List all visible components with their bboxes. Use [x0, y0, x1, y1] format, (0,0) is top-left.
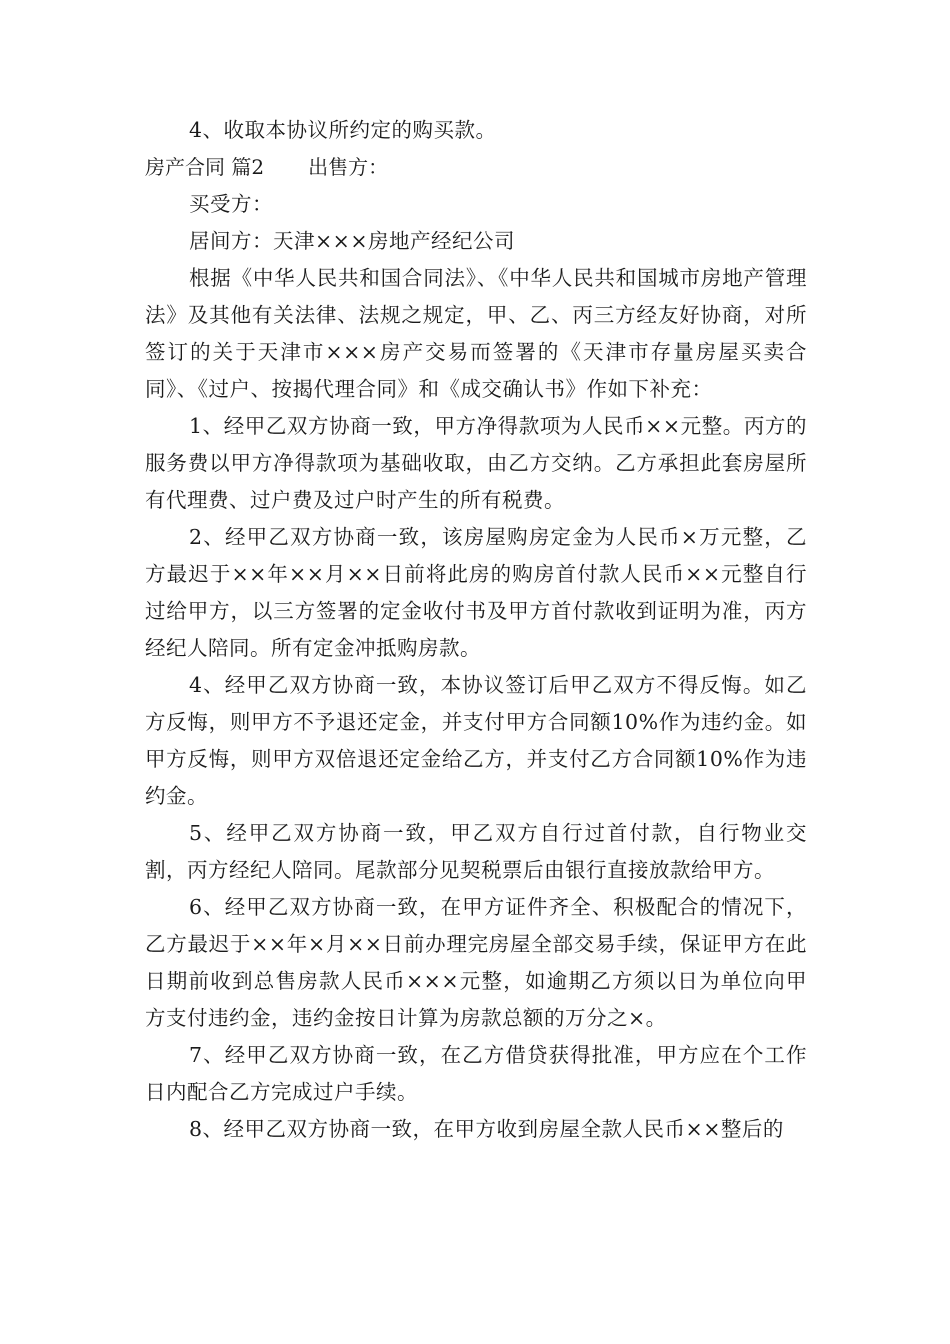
paragraph-clause-4: 4、经甲乙双方协商一致，本协议签订后甲乙双方不得反悔。如乙方反悔，则甲方不予退还定金，并支付甲方合同额10%作为违约金。如甲方反悔，则甲方双倍退还定金给乙方，并支付乙方合同额10%作为违约金。 [145, 673, 807, 808]
seller-label: 出售方： [308, 155, 389, 179]
paragraph-clause-1: 1、经甲乙双方协商一致，甲方净得款项为人民币××元整。丙方的服务费以甲方净得款项为基础收取，由乙方交纳。乙方承担此套房屋所有代理费、过户费及过户时产生的所有税费。 [145, 414, 807, 512]
paragraph-preamble: 根据《中华人民共和国合同法》、《中华人民共和国城市房地产管理法》及其他有关法律、法规之规定，甲、乙、丙三方经友好协商，对所签订的关于天津市×××房产交易而签署的《天津市存量房屋买卖合同》、《过户、按揭代理合同》和《成交确认书》作如下补充： [145, 266, 807, 401]
buyer-label: 买受方： [189, 192, 273, 216]
paragraph-clause-2: 2、经甲乙双方协商一致，该房屋购房定金为人民币×万元整，乙方最迟于××年××月××日前将此房的购房首付款人民币××元整自行过给甲方，以三方签署的定金收付书及甲方首付款收到证明为准，丙方经纪人陪同。所有定金冲抵购房款。 [145, 525, 807, 660]
document-page [145, 112, 807, 1148]
paragraph-clause-6: 6、经甲乙双方协商一致，在甲方证件齐全、积极配合的情况下，乙方最迟于××年×月××日前办理完房屋全部交易手续，保证甲方在此日期前收到总售房款人民币×××元整，如逾期乙方须以日为单位向甲方支付违约金，违约金按日计算为房款总额的万分之×。 [145, 895, 807, 1030]
paragraph-clause-5: 5、经甲乙双方协商一致，甲乙双方自行过首付款，自行物业交割，丙方经纪人陪同。尾款部分见契税票后由银行直接放款给甲方。 [145, 821, 807, 882]
heading-row [145, 149, 807, 186]
paragraph-clause-8: 8、经甲乙双方协商一致，在甲方收到房屋全款人民币××整后的 [189, 1117, 784, 1141]
agent-label: 居间方：天津×××房地产经纪公司 [189, 229, 516, 253]
paragraph-clause-7: 7、经甲乙双方协商一致，在乙方借贷获得批准，甲方应在个工作日内配合乙方完成过户手续。 [145, 1043, 807, 1104]
section-heading: 房产合同 篇2 [145, 155, 265, 179]
clause-line-top: 4、收取本协议所约定的购买款。 [189, 118, 497, 142]
